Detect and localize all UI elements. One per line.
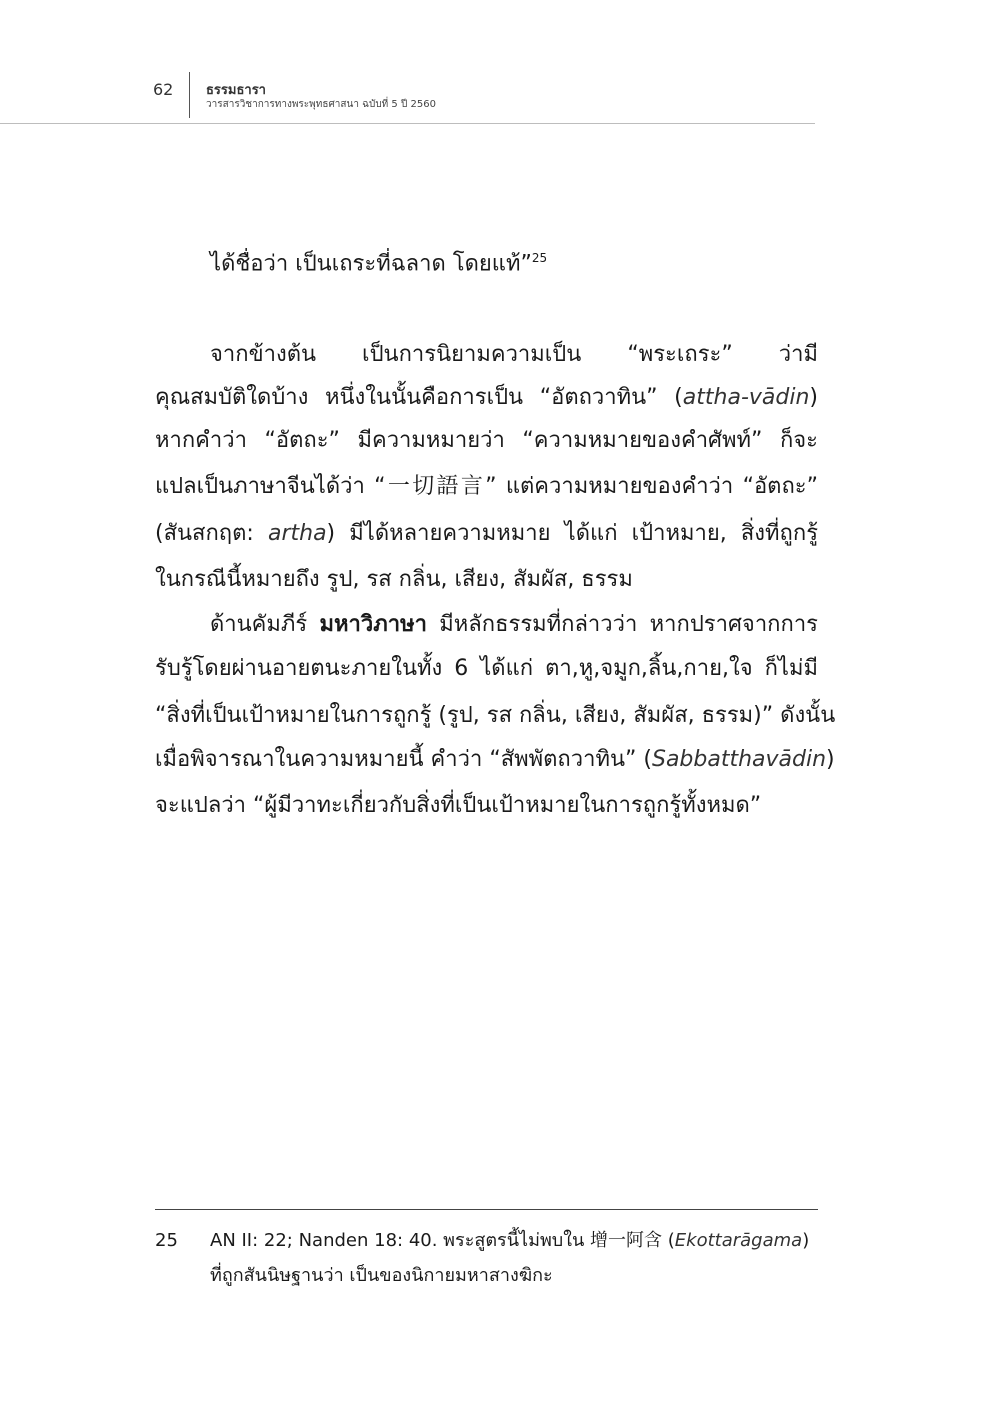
page-header [0,60,815,124]
fn-cjk-text: 增一阿含 [590,1230,663,1251]
paragraph-2-line-2: รับรู้โดยผ่านอายตนะภายในทั้ง 6 ได้แก่ ตา,หู,จมูก,ลิ้น,กาย,ใจ ก็ไม่มี [155,656,818,681]
p1-l2-latin: attha-vādin [682,385,810,410]
opening-text: ได้ชื่อว่า เป็นเถระที่ฉลาด โดยแท้” [210,251,532,277]
journal-title: ธรรมธารา [206,83,266,98]
p2-l1-text-a: ด้านคัมภีร์ [210,612,320,637]
fn-open-paren: ( [662,1230,675,1251]
p1-l5-text: ) มีได้หลายความหมาย ได้แก่ เป้าหมาย, สิ่งที่ถูกรู้ [326,521,819,546]
page-number: 62 [153,80,174,99]
paragraph-2-line-5: จะแปลว่า “ผู้มีวาทะเกี่ยวกับสิ่งที่เป็นเป้าหมายในการถูกรู้ทั้งหมด” [155,793,762,818]
p2-l4-close: ) [826,747,835,772]
footnote-number: 25 [155,1230,178,1251]
p1-l5-latin: artha [267,521,327,546]
p1-l2-close: ) [809,385,818,410]
header-divider [189,72,190,118]
journal-subtitle: วารสารวิชาการทางพระพุทธศาสนา ฉบับที่ 5 ปี 2560 [206,99,436,110]
footnote-line-1 [210,1228,809,1254]
p1-l2-text: คุณสมบัติใดบ้าง หนึ่งในนั้นคือการเป็น “อัตถวาทิน” ( [155,385,683,410]
p1-l5-open: (สันสกฤต: [155,521,268,546]
paragraph-1-line-6: ในกรณีนี้หมายถึง รูป, รส กลิ่น, เสียง, สัมผัส, ธรรม [155,567,633,592]
fn-latin-text: Ekottarāgama [674,1230,803,1251]
fn-thai-text: พระสูตรนี้ไม่พบใน [443,1230,591,1251]
opening-quote-line [210,243,818,279]
p2-l1-text-b: มีหลักธรรมที่กล่าวว่า หากปราศจากการ [426,612,818,637]
paragraph-1-line-2 [155,383,818,413]
footnote-rule [155,1209,818,1210]
p2-l4-latin: Sabbatthavādin [651,747,827,772]
footnote-ref: 25 [531,251,548,265]
fn-ref-text: AN II: 22; Nanden 18: 40. [210,1230,444,1251]
fn-close-paren: ) [802,1230,810,1251]
paragraph-1-line-3: หากคำว่า “อัตถะ” มีความหมายว่า “ความหมายของคำศัพท์” ก็จะ [155,428,818,453]
p2-l4-text: เมื่อพิจารณาในความหมายนี้ คำว่า “สัพพัตถวาทิน” ( [155,747,652,772]
paragraph-1-line-4: แปลเป็นภาษาจีนได้ว่า “一切語言” แต่ความหมายของคำว่า “อัตถะ” [155,474,818,499]
paragraph-2-line-4 [155,745,835,775]
paragraph-2-line-1 [210,610,818,640]
paragraph-1-line-5 [155,519,818,549]
header-rule [0,123,815,124]
paragraph-2-line-3: “สิ่งที่เป็นเป้าหมายในการถูกรู้ (รูป, รส กลิ่น, เสียง, สัมผัส, ธรรม)” ดังนั้น [155,703,836,728]
footnote-line-2: ที่ถูกสันนิษฐานว่า เป็นของนิกายมหาสางฆิกะ [210,1265,553,1286]
p2-l1-bold-title: มหาวิภาษา [319,612,427,637]
paragraph-1-line-1: จากข้างต้น เป็นการนิยามความเป็น “พระเถระ” ว่ามี [210,342,818,367]
